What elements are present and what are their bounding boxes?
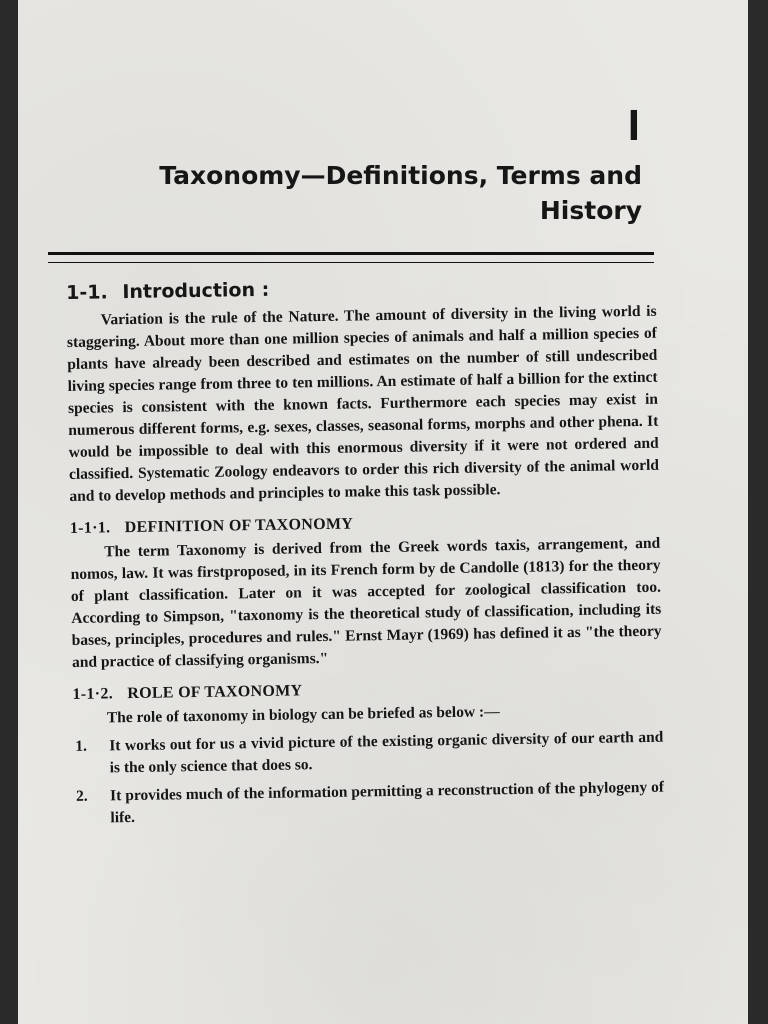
book-page: [18, 0, 748, 1024]
section-number: 1-1.: [66, 281, 108, 304]
list-item: [73, 727, 664, 780]
chapter-title: [82, 158, 642, 228]
chapter-title-line-2: History: [539, 196, 642, 225]
list-item-text: It provides much of the information permitting a reconstruction of the phylogeny of life.: [109, 778, 665, 827]
definition-paragraph: The term Taxonomy is derived from the Greek words taxis, arrangement, and nomos, law. It was firstproposed, in its French form by de Candolle (1813) for the theory of plant classification. Later on it was accepted for zoological classification too. According to Simpson, "taxonomy is the theoretical study of classification, including its bases, principles, procedures and rules." Ernst Mayr (1969) has defined it as "the theory and practice of classifying organisms.": [70, 534, 662, 671]
section-title: Introduction :: [122, 278, 270, 304]
page-content: [66, 271, 665, 830]
subsection-title: ROLE OF TAXONOMY: [127, 682, 303, 703]
list-item-index: 2.: [75, 787, 88, 805]
title-rule-thick: [48, 252, 654, 255]
list-item-index: 1.: [75, 737, 88, 755]
subsection-title: DEFINITION OF TAXONOMY: [124, 515, 354, 537]
title-rule-thin: [48, 262, 654, 263]
list-item-text: It works out for us a vivid picture of the existing organic diversity of our earth and is the only science that does so.: [109, 728, 664, 777]
subsection-number: 1-1·1.: [69, 519, 111, 537]
role-intro-line: The role of taxonomy in biology can be briefed as below :—: [106, 703, 500, 727]
introduction-paragraph: Variation is the rule of the Nature. The amount of diversity in the living world is staggering. About more than one million species of animals and half a million species of plants have already been described and estimates on the number of still undescribed living species range from three to ten millions. An estimate of half a billion for the extinct species is consistent with the known facts. Furthermore each species may exist in numerous different forms, e.g. sexes, classes, seasonal forms, morphs and other phena. It would be impossible to deal with this enormous diversity if it were not ordered and classified. Systematic Zoology endeavors to order this rich diversity of the animal world and to develop methods and principles to make this task possible.: [66, 302, 660, 505]
section-heading-introduction: [66, 271, 656, 306]
list-item: [74, 777, 665, 830]
subsection-number: 1-1·2.: [72, 685, 114, 703]
chapter-title-line-1: Taxonomy—Definitions, Terms and: [159, 161, 642, 190]
chapter-number: I: [627, 101, 640, 150]
